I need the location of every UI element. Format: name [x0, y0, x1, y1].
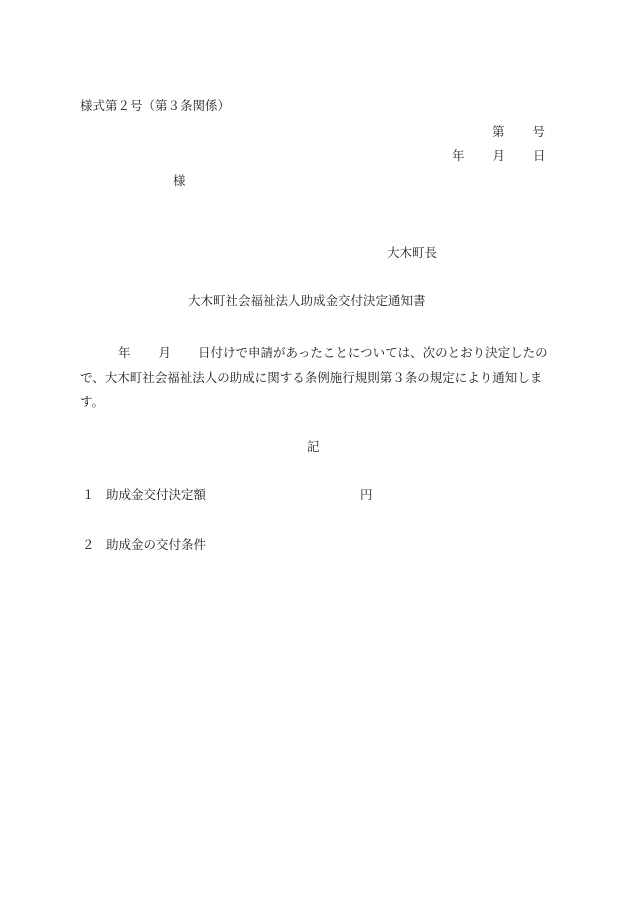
amount-unit: 円 — [360, 487, 373, 502]
item-number: １ — [82, 487, 95, 502]
document-title: 大木町社会福祉法人助成金交付決定通知書 — [188, 293, 426, 308]
body-year: 年 — [118, 345, 131, 360]
body-paragraph — [80, 341, 550, 415]
document-number — [492, 124, 545, 140]
item-label: 助成金交付決定額 — [106, 487, 207, 502]
date-month: 月 — [492, 148, 506, 163]
item-label: 助成金の交付条件 — [106, 537, 207, 552]
ki-heading: 記 — [307, 439, 320, 454]
body-text: 日付けで申請があったことについては、次のとおり決定したので、大木町社会福祉法人の助成に関する条例施行規則第３条の規定により通知します。 — [80, 345, 548, 409]
number-prefix: 第 — [492, 124, 505, 139]
document-date — [452, 148, 546, 164]
body-month: 月 — [158, 345, 172, 360]
recipient-honorific: 様 — [173, 173, 186, 188]
issuer-name: 大木町長 — [387, 245, 438, 260]
date-day: 日 — [533, 148, 546, 163]
form-label: 様式第２号（第３条関係） — [80, 98, 231, 113]
date-year: 年 — [452, 148, 465, 163]
number-suffix: 号 — [532, 124, 546, 139]
item-number: ２ — [82, 537, 95, 552]
